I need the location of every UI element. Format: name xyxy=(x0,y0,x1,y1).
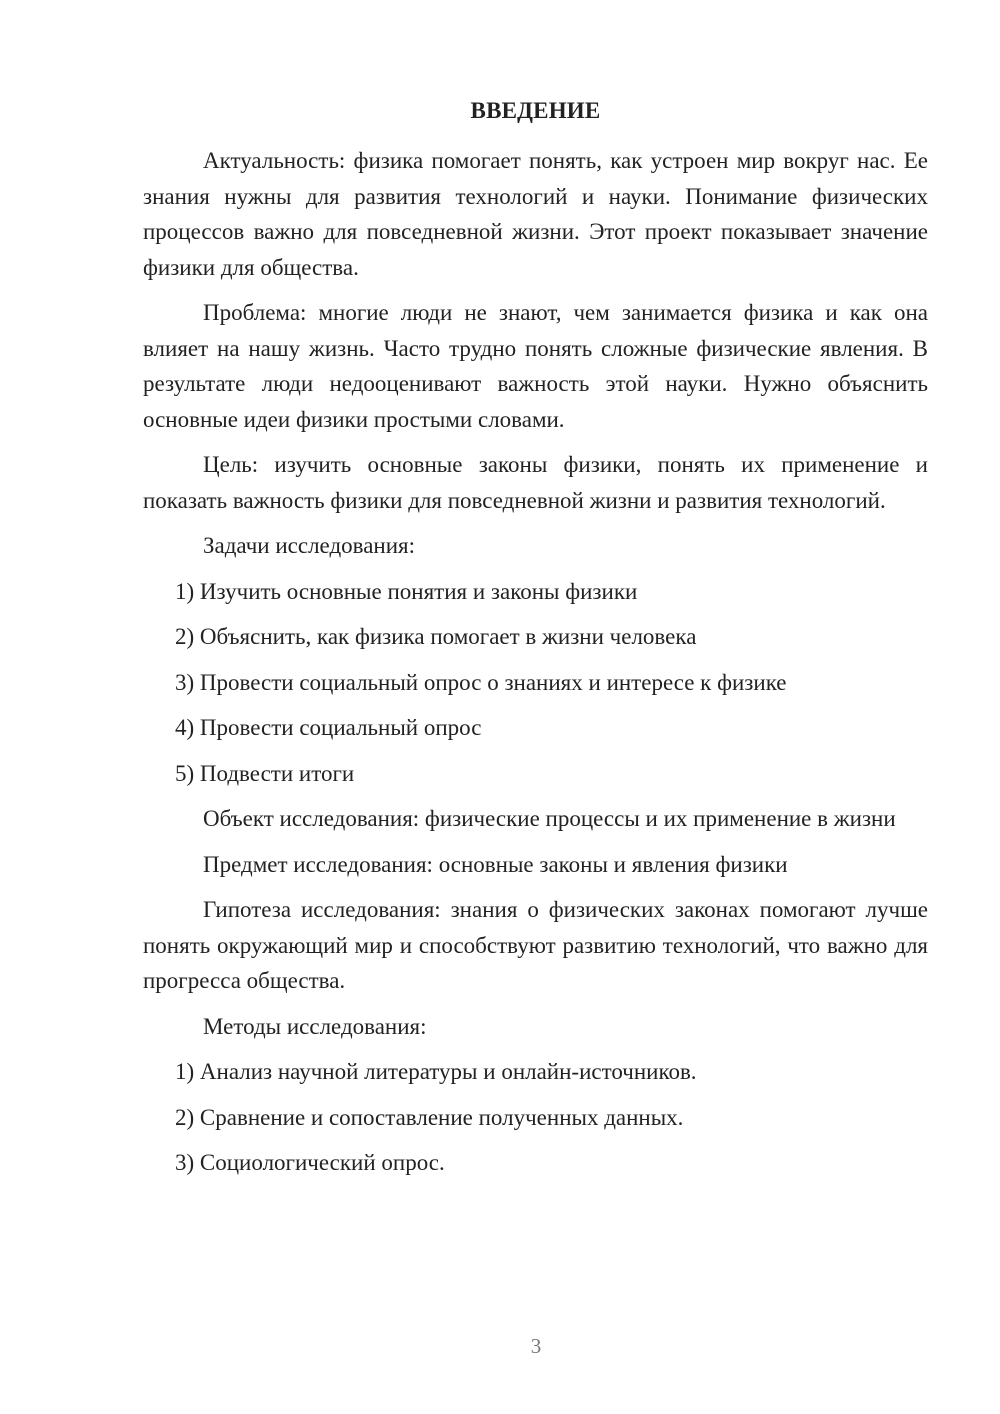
hypothesis-paragraph: Гипотеза исследования: знания о физических законах помогают лучше понять окружающий мир и способствуют развитию технологий, что важно для прогресса общества. xyxy=(143,897,928,993)
tasks-heading: Задачи исследования: xyxy=(203,533,416,558)
document-body xyxy=(143,143,928,1191)
relevance-paragraph: Актуальность: физика помогает понять, как устроен мир вокруг нас. Ее знания нужны для развития технологий и науки. Понимание физических процессов важно для повседневной жизни. Этот проект показывает значение физики для общества. xyxy=(143,148,928,280)
list-item: 1) Анализ научной литературы и онлайн-источников. xyxy=(175,1059,697,1084)
object-paragraph: Объект исследования: физические процессы и их применение в жизни xyxy=(203,806,896,831)
page-number: 3 xyxy=(530,1334,542,1358)
list-item: 4) Провести социальный опрос xyxy=(175,715,482,740)
list-item: 5) Подвести итоги xyxy=(175,760,355,786)
list-item: 3) Социологический опрос. xyxy=(175,1150,445,1175)
list-item: 1) Изучить основные понятия и законы физики xyxy=(175,578,638,604)
list-item: 2) Сравнение и сопоставление полученных данных. xyxy=(175,1104,684,1130)
page-title: ВВЕДЕНИЕ xyxy=(470,98,601,123)
list-item: 2) Объяснить, как физика помогает в жизни человека xyxy=(175,624,697,649)
methods-list xyxy=(143,1054,928,1181)
methods-heading: Методы исследования: xyxy=(203,1013,427,1039)
subject-paragraph: Предмет исследования: основные законы и явления физики xyxy=(203,851,788,877)
list-item: 3) Провести социальный опрос о знаниях и интересе к физике xyxy=(175,669,787,695)
tasks-list xyxy=(143,574,928,792)
problem-paragraph: Проблема: многие люди не знают, чем занимается физика и как она влияет на нашу жизнь. Часто трудно понять сложные физические явления. В результате люди недооценивают важность этой науки. Нужно объяснить основные идеи физики простыми словами. xyxy=(143,300,928,432)
goal-paragraph: Цель: изучить основные законы физики, понять их применение и показать важность физики для повседневной жизни и развития технологий. xyxy=(143,452,928,513)
